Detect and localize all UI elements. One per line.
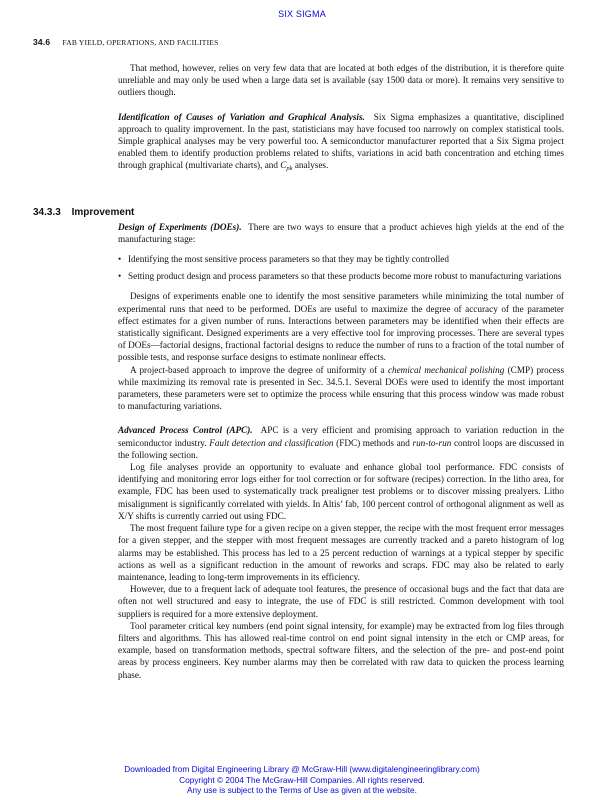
paragraph-apc-intro [118,424,564,461]
runin-heading-causes: Identification of Causes of Variation and Graphical Analysis. [118,111,365,122]
paragraph-log-file: Log file analyses provide an opportunity to evaluate and enhance global tool performance. FDC consists of identifying and monitoring error logs either for tool correction or for software (recipes) correction. In the litho area, for example, FDC has been used to systematically track prealigner test problems or to discover missing prealyers. Litho misalignment is significantly correlated with yields. In Altis’ fab, 100 percent control of orthogonal alignment as well as X/Y shifts is currently carried out using FDC. [118,462,564,521]
runin-heading-apc: Advanced Process Control (APC). [118,425,253,436]
fdc-term: Fault detection and classification [209,437,334,448]
paragraph-doe-cmp [118,364,564,413]
cmp-text-b: (CMP) process while maximizing its removal rate is presented in Sec. 34.5.1. Several DOEs were used to identify the most important parameters, these parameters were set to optimize the process while ensuring that this process window was made robust to manufacturing variations. [118,364,565,412]
paragraph-key-numbers: Tool parameter critical key numbers (end point signal intensity, for example) may be extracted from log files through filters and algorithms. This has allowed real-time control on end point signal intensity in the etch or CMP areas, for example, based on transformation methods, spectral software filters, and the selection of the pre- and post-end point areas by process engineers. Key number alarms may then be correlated with raw data to quicken the process learning phase. [118,620,564,680]
apc-intro-b: (FDC) methods and [336,437,410,448]
section-number: 34.3.3 [33,207,61,218]
bullet-text: Setting product design and process parameters so that these products become more robust to manufacturing variations [128,271,562,282]
page-number: 34.6 [33,37,51,47]
apc-intro-c: control loops are discussed in the following section. [118,437,565,460]
cpk-subscript: pk [286,165,293,173]
doe-bullet-list [118,253,564,282]
paragraph-outliers: That method, however, relies on very few data that are located at both edges of the distribution, it is therefore quite unreliable and may only be used when a large data set is available (say 1500 data or more). It remains very sensitive to outliers though. [118,63,564,98]
section-title: Improvement [71,207,135,218]
run-to-run-term: run-to-run [412,437,452,448]
doe-intro-text: There are two ways to ensure that a product achieves high yields at the end of the manufacturing stage: [118,221,565,244]
bullet-glyph: • [118,254,122,265]
footer-line-copyright: Copyright © 2004 The McGraw-Hill Companies. All rights reserved. [179,774,425,785]
list-item [118,270,564,282]
paragraph-doe-intro [118,221,564,245]
document-banner: SIX SIGMA [278,9,326,19]
runin-heading-doe: Design of Experiments (DOEs). [118,221,242,232]
bullet-text: Identifying the most sensitive process parameters so that they may be tightly controlled [128,254,449,265]
list-item [118,253,564,265]
graphical-analysis-text: Six Sigma emphasizes a quantitative, disciplined approach to quality improvement. In the past, statisticians may have focused too narrowly on complex statistical tools. Simple graphical analyses may be very powerful too. A semiconductor manufacturer reported that a Six Sigma project enabled them to identify production problems related to shifts, variations in acid bath concentration and etching times through graphical (multivariate charts), and [118,111,565,171]
apc-intro-a: APC is a very efficient and promising approach to variation reduction in the semiconductor industry. [118,425,565,448]
paragraph-tool-features: However, due to a frequent lack of adequate tool features, the presence of occasional bugs and the fact that data are often not well structured and easy to integrate, the use of FDC is still restricted. Common development with tool suppliers is required for a more extensive deployment. [118,584,564,619]
chapter-title: FAB YIELD, OPERATIONS, AND FACILITIES [62,38,219,47]
graphical-analysis-tail: analyses. [294,160,329,171]
cpk-symbol: C [280,160,287,171]
page-body [118,62,564,681]
footer-line-terms[interactable]: Any use is subject to the Terms of Use as given at the website. [187,785,417,795]
bullet-glyph: • [118,271,122,282]
cmp-text-a: A project-based approach to improve the degree of uniformity of a [130,364,385,375]
paragraph-graphical-analysis [118,111,564,176]
footer-line-download[interactable]: Downloaded from Digital Engineering Library @ McGraw-Hill (www.digitalengineeringlibrary.com) [124,764,480,774]
running-head [33,37,218,47]
paragraph-doe-designs: Designs of experiments enable one to identify the most sensitive parameters while minimizing the total number of experimental runs that need to be performed. DOEs are useful to maximize the degree of accuracy of the parameter effect estimates for a given number of runs. Interactions between parameters may be identified when their effects are statistically significant. Designed experiments are a very effective tool for improving processes. There are several types of DOEs—factorial designs, fractional factorial designs to reduce the number of runs to a fraction of the total number of possible tests, and response surface designs to estimate nonlinear effects. [118,291,564,363]
download-footer [0,764,604,796]
paragraph-failure-type: The most frequent failure type for a given recipe on a given stepper, the recipe with the most frequent error messages for a given stepper, and the stepper with most frequent messages are currently tracked and a pareto histogram of log alarms may be established. This process has led to a 25 percent reduction of warnings at a typical stepper by specific actions as well as a significant reduction in the amount of reworks and scraps. FDC may also be related to early maintenance, leading to long-term improvements in its efficiency. [118,523,564,582]
cmp-term: chemical mechanical polishing [387,364,505,375]
